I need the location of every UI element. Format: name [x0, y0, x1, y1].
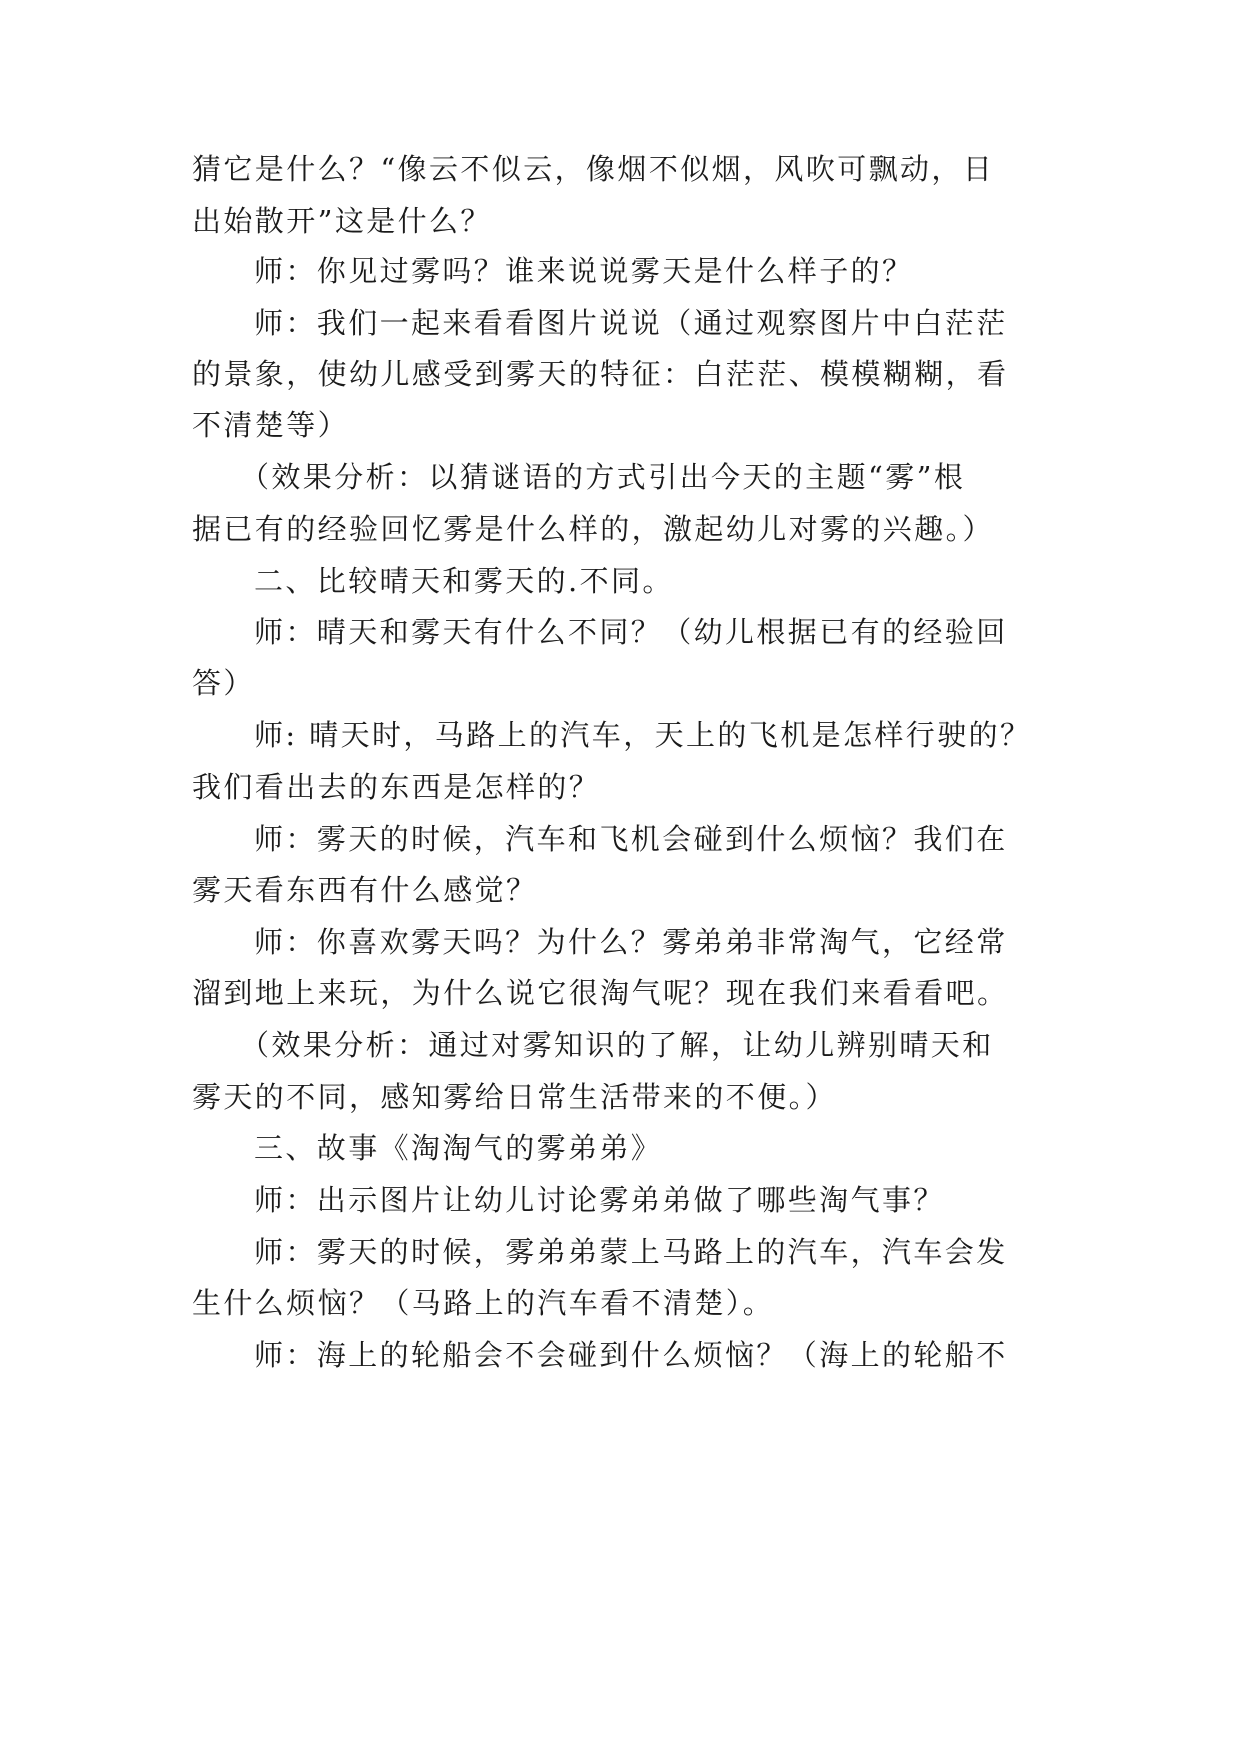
text-line: 师: 晴天时，马路上的汽车，天上的飞机是怎样行驶的？: [254, 718, 1032, 752]
text-line: 师：雾天的时候，汽车和飞机会碰到什么烦恼？我们在: [254, 822, 1008, 856]
text-line: 师：出示图片让幼儿讨论雾弟弟做了哪些淘气事？: [254, 1183, 945, 1217]
text-line: 师：雾天的时候，雾弟弟蒙上马路上的汽车，汽车会发: [254, 1235, 1008, 1269]
text-line: 生什么烦恼？（马路上的汽车看不清楚）。: [192, 1286, 775, 1320]
text-line: 溜到地上来玩，为什么说它很淘气呢？现在我们来看看吧。: [192, 976, 1009, 1010]
text-line: 猜它是什么？“像云不似云，像烟不似烟，风吹可飘动，日: [192, 152, 995, 186]
text-line: 师：你喜欢雾天吗？为什么？雾弟弟非常淘气，它经常: [254, 925, 1008, 959]
text-line: 我们看出去的东西是怎样的？: [192, 770, 601, 804]
text-line: 雾天的不同，感知雾给日常生活带来的不便。）: [192, 1080, 837, 1114]
text-line: （效果分析：通过对雾知识的了解，让幼儿辨别晴天和: [240, 1028, 994, 1062]
text-line: 师：你见过雾吗？谁来说说雾天是什么样子的？: [254, 254, 914, 288]
text-line: 三、故事《淘淘气的雾弟弟》: [254, 1131, 663, 1165]
text-line: 师：晴天和雾天有什么不同？（幼儿根据已有的经验回: [254, 615, 1008, 649]
text-line: 二、比较晴天和雾天的.不同。: [254, 564, 674, 598]
text-line: 师：海上的轮船会不会碰到什么烦恼？（海上的轮船不: [254, 1338, 1008, 1372]
text-line: 雾天看东西有什么感觉？: [192, 873, 538, 907]
text-line: 不清楚等）: [192, 408, 350, 442]
text-line: 的景象，使幼儿感受到雾天的特征：白茫茫、模模糊糊，看: [192, 357, 1009, 391]
text-line: 答）: [192, 666, 255, 700]
text-line: 出始散开”这是什么？: [192, 204, 492, 238]
text-line: 据已有的经验回忆雾是什么样的，激起幼儿对雾的兴趣。）: [192, 512, 994, 546]
text-line: （效果分析：以猜谜语的方式引出今天的主题“雾”根: [240, 460, 966, 494]
text-line: 师：我们一起来看看图片说说（通过观察图片中白茫茫: [254, 306, 1008, 340]
